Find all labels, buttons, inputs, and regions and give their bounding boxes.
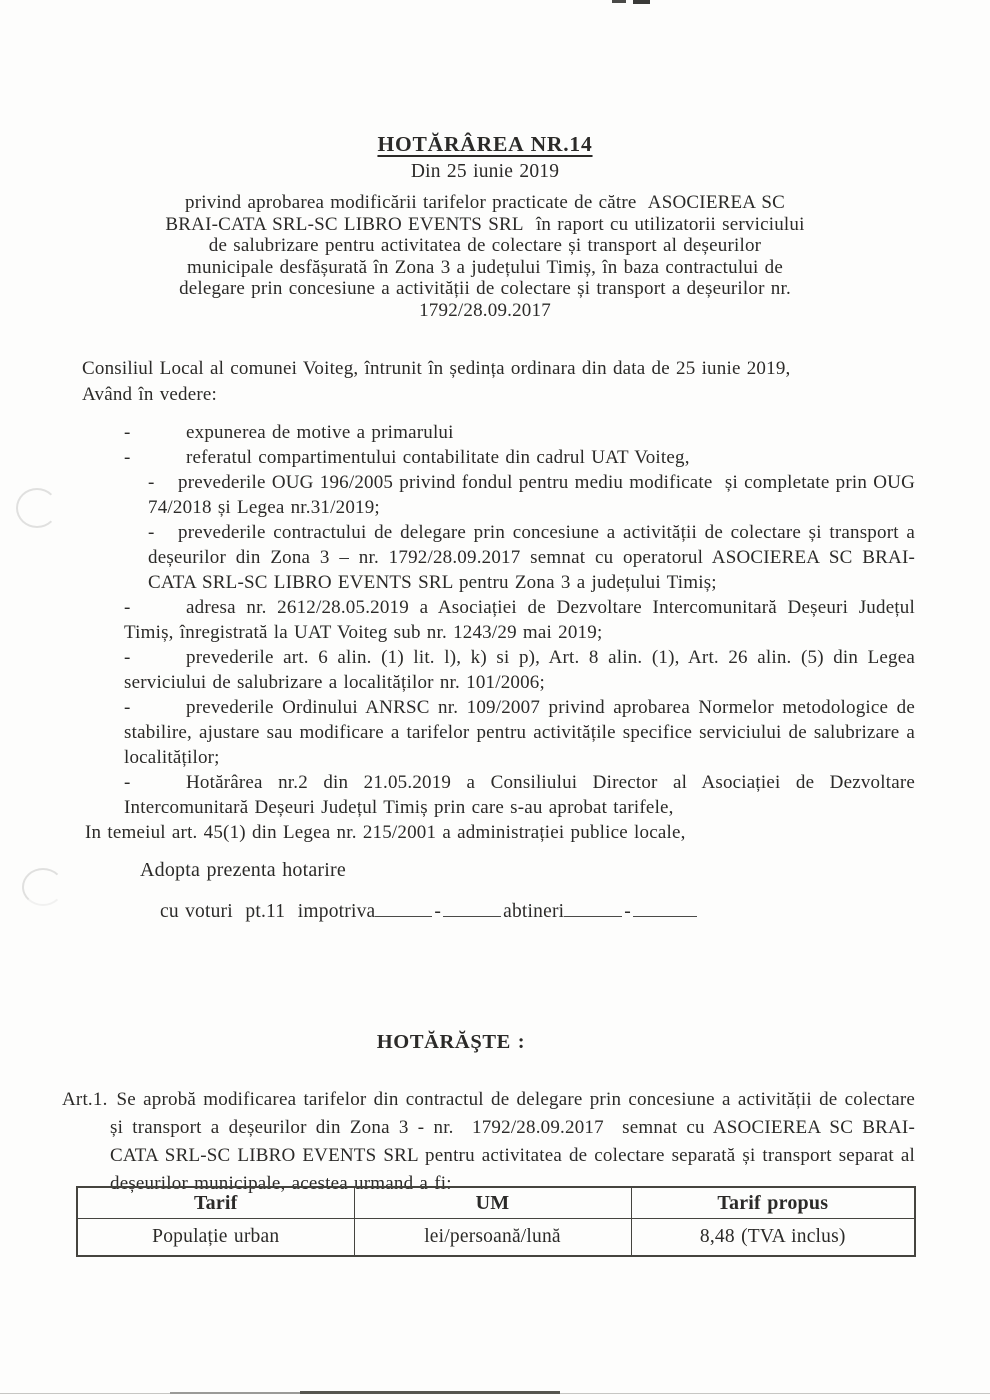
- tariff-table: [76, 1186, 916, 1257]
- article-1-text: Se aprobă modificarea tarifelor din contractul de delegare prin concesiune a activității de colectare și transport a deșeurilor din Zona 3 - nr. 1792/28.09.2017 semnat cu ASOCIEREA SC BRAI-CATA SRL-SC LIBRO EVENTS SRL pentru activitatea de colectare separată și transport separat al deșeurilor municipale, acestea urmand a fi:: [110, 1089, 915, 1194]
- bullet-dash: -: [148, 522, 155, 543]
- table-header-tarif: Tarif: [77, 1187, 354, 1219]
- legal-basis-line: In temeiul art. 45(1) din Legea nr. 215/2001 a administrației publice locale,: [85, 822, 686, 843]
- list-item-text: prevederile contractului de delegare prin concesiune a activității de colectare și transport a deșeurilor din Zona 3 – nr. 1792/28.09.2017 semnat cu operatorul ASOCIEREA SC BRAI-CATA SRL-SC LIBRO EVENTS SRL pentru Zona 3 a județului Timiș;: [148, 522, 915, 593]
- list-item-text: expunerea de motive a primarului: [186, 422, 454, 443]
- preamble-line: Consiliul Local al comunei Voiteg, întrunit în ședința ordinara din data de 25 iunie 2019,: [82, 358, 791, 379]
- votes-blank-field: [633, 899, 697, 917]
- list-item: [148, 520, 915, 595]
- list-item: [124, 770, 915, 820]
- subject-line: de salubrizare pentru activitatea de colectare și transport al deșeurilor: [208, 235, 762, 256]
- subject-line: delegare prin concesiune a activității de colectare și transport a deșeurilor nr.: [179, 278, 791, 299]
- list-item: [124, 420, 915, 445]
- bullet-dash: -: [124, 772, 131, 793]
- list-item: [124, 645, 915, 695]
- title-block: [75, 131, 895, 184]
- document-body: [82, 356, 915, 925]
- list-item: [124, 445, 915, 470]
- bullet-dash: -: [148, 472, 155, 493]
- table-header-tarif-propus: Tarif propus: [631, 1187, 915, 1219]
- votes-separator: -: [624, 901, 631, 922]
- votes-blank-field: [564, 899, 622, 917]
- votes-blank-field: [443, 899, 501, 917]
- votes-blank-field: [375, 899, 432, 917]
- subject-line: BRAI-CATA SRL-SC LIBRO EVENTS SRL în raport cu utilizatorii serviciului: [165, 213, 805, 235]
- table-row: [77, 1219, 915, 1257]
- article-1-label: Art.1.: [62, 1089, 108, 1110]
- adoption-line: Adopta prezenta hotarire: [140, 859, 346, 881]
- list-item-text: prevederile Ordinului ANRSC nr. 109/2007 privind aprobarea Normelor metodologice de stabilire, ajustare sau modificare a tarifelor pentru activitățile specifice serviciului de salubrizare a localităților;: [124, 697, 915, 768]
- list-item-text: adresa nr. 2612/28.05.2019 a Asociației de Dezvoltare Intercomunitară Deșeuri Județul Timiș, înregistrată la UAT Voiteg sub nr. 1243/29 mai 2019;: [124, 597, 915, 643]
- list-item: [124, 595, 915, 645]
- hole-punch-shadow: [16, 488, 58, 528]
- subject-paragraph: [75, 192, 895, 321]
- subject-line: privind aprobarea modificării tarifelor practicate de către ASOCIEREA SC: [185, 192, 785, 213]
- votes-separator: -: [434, 901, 442, 922]
- article-1: [62, 1086, 915, 1198]
- votes-abstentions-label: abtineri: [503, 901, 565, 922]
- preamble: [82, 356, 915, 408]
- document-date: Din 25 iunie 2019: [410, 161, 560, 182]
- list-item-text: referatul compartimentului contabilitate din cadrul UAT Voiteg,: [186, 447, 690, 468]
- bullet-dash: -: [124, 647, 131, 668]
- bullet-dash: -: [124, 422, 131, 443]
- hole-punch-shadow: [22, 868, 64, 906]
- list-item-text: prevederile OUG 196/2005 privind fondul pentru mediu modificate și completate prin OUG 74/2018 și Legea nr.31/2019;: [148, 472, 915, 518]
- subject-line: 1792/28.09.2017: [419, 299, 551, 321]
- document-title: HOTĂRÂREA NR.14: [377, 132, 593, 156]
- subject-line: municipale desfășurată în Zona 3 a județului Timiș, în baza contractului de: [187, 256, 783, 278]
- bullet-dash: -: [124, 697, 131, 718]
- table-cell-unit: lei/persoană/lună: [354, 1219, 631, 1257]
- scan-artifact-top-mark: [633, 0, 650, 4]
- table-cell-value: 8,48 (TVA inclus): [631, 1219, 915, 1257]
- list-item: [124, 695, 915, 770]
- votes-prefix: cu voturi pt.11 impotriva: [160, 901, 376, 922]
- decision-heading: HOTĂRĂŞTE :: [376, 1031, 526, 1053]
- list-item-text: prevederile art. 6 alin. (1) lit. l), k) si p), Art. 8 alin. (1), Art. 26 alin. (5) din Legea serviciului de salubrizare a localităților nr. 101/2006;: [124, 647, 915, 693]
- scan-artifact-top-mark: [612, 0, 626, 3]
- scan-artifact-bottom-line: [300, 1391, 560, 1394]
- table-cell-category: Populație urban: [77, 1219, 354, 1257]
- preamble-line: Având în vedere:: [82, 384, 218, 405]
- votes-line: [160, 899, 915, 925]
- considerations-list: [82, 420, 915, 820]
- table-header-um: UM: [354, 1187, 631, 1219]
- list-item-text: Hotărârea nr.2 din 21.05.2019 a Consiliului Director al Asociației de Dezvoltare Intercomunitară Deșeuri Județul Timiș prin care s-au aprobat tarifele,: [124, 772, 915, 818]
- bullet-dash: -: [124, 597, 131, 618]
- bullet-dash: -: [124, 447, 131, 468]
- list-item: [148, 470, 915, 520]
- table-header-row: [77, 1187, 915, 1219]
